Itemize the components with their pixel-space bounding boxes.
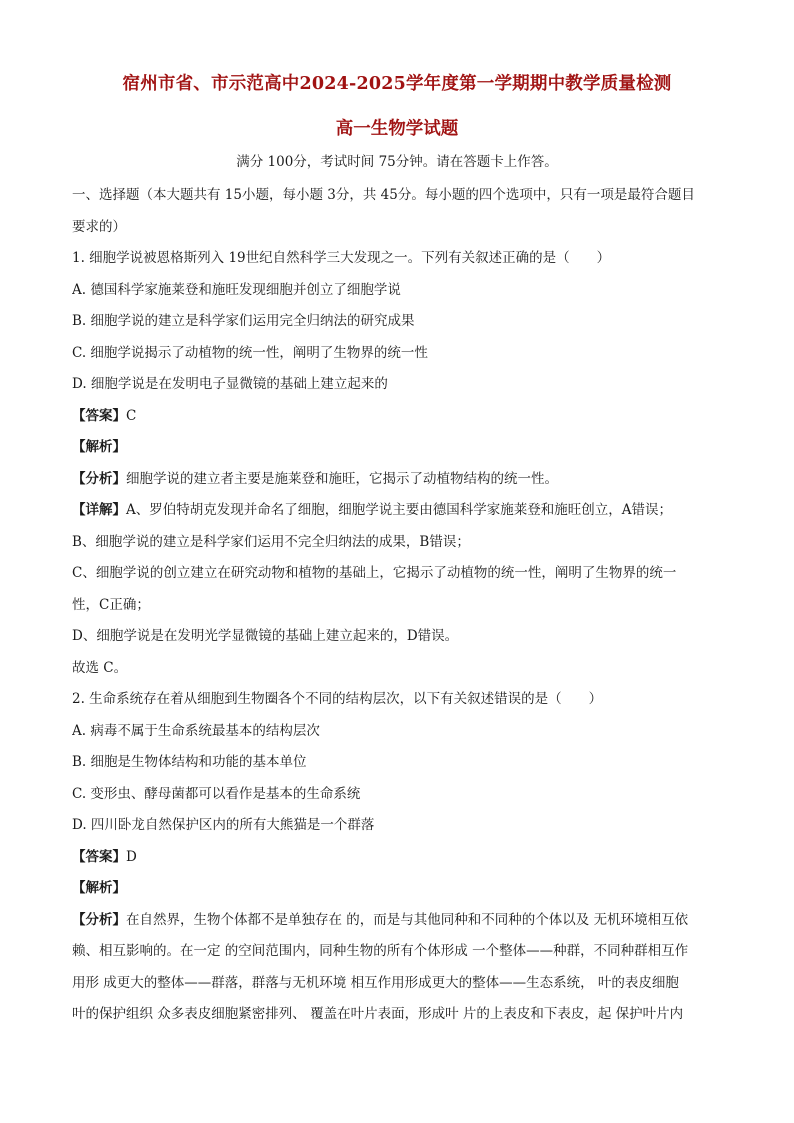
section-heading-line-2: 要求的） [72,218,126,235]
question-2-fenxi-l1 [72,905,732,937]
question-1-line-c1: C、细胞学说的创立建立在研究动物和植物的基础上，它揭示了动植物的统一性，阐明了生物界的统一 [72,565,677,581]
answer-value: C [126,407,137,424]
exam-subtitle: 高一生物学试题 [335,119,459,139]
question-1-option-a: A. 德国科学家施莱登和施旺发现细胞并创立了细胞学说 [72,281,401,298]
question-1-fenxi [72,464,732,496]
fenxi-text: 细胞学说的建立者主要是施莱登和施旺，它揭示了动植物结构的统一性。 [126,470,558,487]
question-1-option-d: D. 细胞学说是在发明电子显微镜的基础上建立起来的 [72,376,388,392]
exam-note: 满分 100分，考试时间 75分钟。请在答题卡上作答。 [236,154,558,170]
question-2-jiexi: 【解析】 [72,880,126,896]
question-2-option-b: B. 细胞是生物体结构和功能的基本单位 [72,754,307,770]
question-1-line-c2: 性，C正确； [72,596,150,613]
question-1-stem: 1. 细胞学说被恩格斯列入 19世纪自然科学三大发现之一。下列有关叙述正确的是（ ） [72,250,611,266]
question-2-fenxi-l2: 赖、相互影响的。在一定 的空间范围内，同种生物的所有个体形成 一个整体——种群，不同种群相互作 [72,943,689,959]
xiangjie-tag: 【详解】 [72,502,126,518]
question-1-guxuan: 故选 C。 [72,659,128,676]
question-2-stem: 2. 生命系统存在着从细胞到生物圈各个不同的结构层次，以下有关叙述错误的是（ ） [72,691,603,707]
answer-tag: 【答案】 [72,407,126,424]
question-1-answer [72,401,732,433]
question-2-option-c: C. 变形虫、酵母菌都可以看作是基本的生命系统 [72,785,361,802]
question-1-line-d: D、细胞学说是在发明光学显微镜的基础上建立起来的，D错误。 [72,628,459,644]
answer-tag: 【答案】 [72,848,126,865]
question-1-line-b: B、细胞学说的建立是科学家们运用不完全归纳法的成果，B错误； [72,533,470,550]
section-heading-line-1: 一、选择题（本大题共有 15小题，每小题 3分，共 45分。每小题的四个选项中，只有一项是最符合题目 [72,187,695,203]
document-body [72,180,732,1031]
question-1-xiangjie [72,495,732,527]
question-2-option-a: A. 病毒不属于生命系统最基本的结构层次 [72,722,320,739]
fenxi-text: 在自然界，生物个体都不是单独存在 的，而是与其他同种和不同种的个体以及 无机环境相互依 [126,911,689,928]
question-1-option-b: B. 细胞学说的建立是科学家们运用完全归纳法的研究成果 [72,313,415,329]
question-2-fenxi-l3: 用形 成更大的整体——群落，群落与无机环境 相互作用形成更大的整体——生态系统， 叶的表皮细胞 [72,974,679,991]
answer-value: D [126,848,137,865]
question-2-answer [72,842,732,874]
exam-title: 宿州市省、市示范高中2024-2025学年度第一学期期中教学质量检测 [122,74,672,94]
fenxi-tag: 【分析】 [72,911,126,928]
question-2-fenxi-l4: 叶的保护组织 众多表皮细胞紧密排列、 覆盖在叶片表面，形成叶 片的上表皮和下表皮，起 保护叶片内 [72,1006,684,1022]
question-1-jiexi: 【解析】 [72,439,126,455]
question-2-option-d: D. 四川卧龙自然保护区内的所有大熊猫是一个群落 [72,817,375,833]
question-1-option-c: C. 细胞学说揭示了动植物的统一性，阐明了生物界的统一性 [72,344,428,361]
xiangjie-text: A、罗伯特胡克发现并命名了细胞，细胞学说主要由德国科学家施莱登和施旺创立，A错误； [126,502,672,518]
fenxi-tag: 【分析】 [72,470,126,487]
